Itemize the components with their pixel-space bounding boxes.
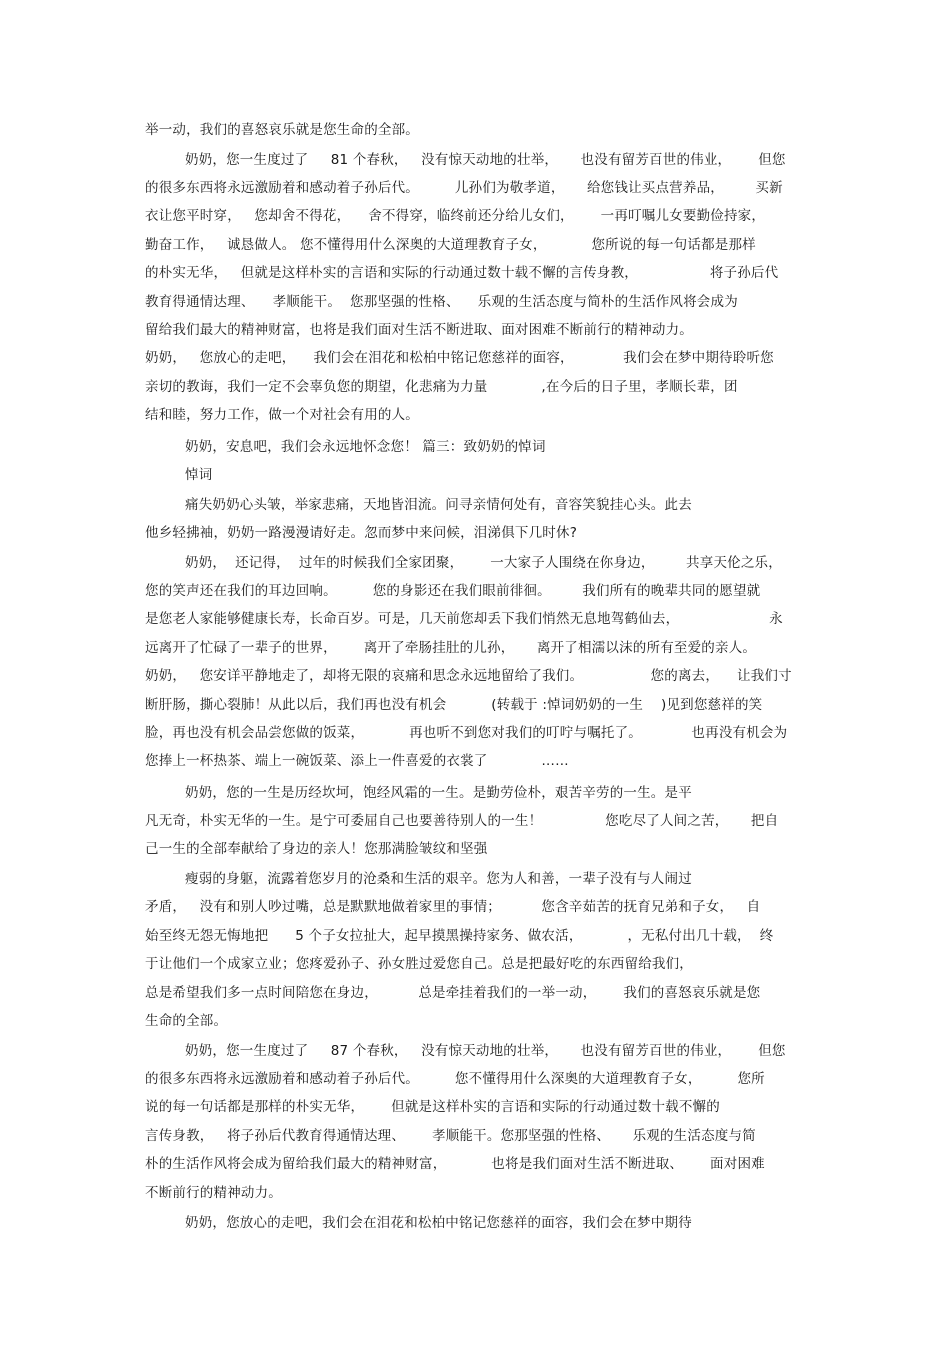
text-line: 于让他们一个成家立业；您疼爱孙子、孙女胜过爱您自己。总是把最好吃的东西留给我们， <box>145 956 693 972</box>
text-line: 己一生的全部奉献给了身边的亲人！您那满脸皱纹和坚强 <box>145 841 488 857</box>
text-line: 矛盾， 没有和别人吵过嘴，总是默默地做着家里的事情； 您含辛茹苦的抚育兄弟和子女， 自 <box>145 899 761 915</box>
text-line: 痛失奶奶心头皱，举家悲痛，天地皆泪流。问寻亲情何处有，音容笑貌挂心头。此去 <box>185 497 692 513</box>
eulogy-title: 悼词 <box>185 467 213 483</box>
text-line: 瘦弱的身躯，流露着您岁月的沧桑和生活的艰辛。您为人和善，一辈子没有与人闹过 <box>185 871 692 887</box>
text-line: 教育得通情达理、 孝顺能干。 您那坚强的性格、 乐观的生活态度与简朴的生活作风将会成为 <box>145 294 738 310</box>
text-line: 凡无奇，朴实无华的一生。是宁可委屈自己也要善待别人的一生！ 您吃尽了人间之苦， 把自 <box>145 813 779 829</box>
text-line: 生命的全部。 <box>145 1013 228 1029</box>
text-line: 脸，再也没有机会品尝您做的饭菜， 再也听不到您对我们的叮咛与嘱托了。 也再没有机会为 <box>145 725 788 741</box>
text-line: 的很多东西将永远激励着和感动着子孙后代。 您不懂得用什么深奥的大道理教育子女， 您所 <box>145 1071 765 1087</box>
text-line: 您的笑声还在我们的耳边回响。 您的身影还在我们眼前徘徊。 我们所有的晚辈共同的愿望就 <box>145 583 761 599</box>
section-heading: 奶奶，安息吧，我们会永远地怀念您！ 篇三：致奶奶的悼词 <box>185 439 546 455</box>
text-line: 奶奶， 您安详平静地走了，却将无限的哀痛和思念永远地留给了我们。 您的离去， 让我们寸 <box>145 668 792 684</box>
text-line: 结和睦，努力工作，做一个对社会有用的人。 <box>145 407 419 423</box>
text-line: 亲切的教诲，我们一定不会辜负您的期望，化悲痛为力量 ,在今后的日子里，孝顺长辈，团 <box>145 379 738 395</box>
text-line: 举一动，我们的喜怒哀乐就是您生命的全部。 <box>145 122 419 138</box>
text-line: 的很多东西将永远激励着和感动着子孙后代。 儿孙们为敬孝道， 给您钱让买点营养品， 买新 <box>145 180 783 196</box>
text-line: 奶奶， 还记得， 过年的时候我们全家团聚， 一大家子人围绕在你身边， 共享天伦之乐， <box>185 555 782 571</box>
text-line: 始至终无怨无悔地把 5 个子女拉扯大，起早摸黑操持家务、做农活， ，无私付出几十载， 终 <box>145 928 774 944</box>
text-line: 是您老人家能够健康长寿，长命百岁。可是，几天前您却丢下我们悄然无息地驾鹤仙去， 永 <box>145 611 783 627</box>
text-line: 勤奋工作， 诚恳做人。 您不懂得用什么深奥的大道理教育子女， 您所说的每一句话都是那样 <box>145 237 756 253</box>
text-line: 说的每一句话都是那样的朴实无华， 但就是这样朴实的言语和实际的行动通过数十载不懈的 <box>145 1099 720 1115</box>
text-line: 断肝肠，撕心裂肺！从此以后，我们再也没有机会 (转载于 :悼词奶奶的一生 )见到您慈祥的笑 <box>145 697 763 713</box>
text-line: 奶奶， 您放心的走吧， 我们会在泪花和松柏中铭记您慈祥的面容， 我们会在梦中期待聆听您 <box>145 350 774 366</box>
text-line: 奶奶，您一生度过了 81 个春秋， 没有惊天动地的壮举， 也没有留芳百世的伟业， 但您 <box>185 152 786 168</box>
text-line: 远离开了忙碌了一辈子的世界， 离开了牵肠挂肚的儿孙， 离开了相濡以沫的所有至爱的亲人。 <box>145 640 757 656</box>
text-line: 您捧上一杯热茶、端上一碗饭菜、添上一件喜爱的衣裳了 …… <box>145 753 569 769</box>
text-line: 总是希望我们多一点时间陪您在身边， 总是牵挂着我们的一举一动， 我们的喜怒哀乐就是您 <box>145 985 761 1001</box>
text-line: 朴的生活作风将会成为留给我们最大的精神财富， 也将是我们面对生活不断进取、 面对困难 <box>145 1156 765 1172</box>
text-line: 他乡轻拂袖，奶奶一路漫漫请好走。忽而梦中来问候，泪涕俱下几时休? <box>145 525 578 541</box>
text-line: 的朴实无华， 但就是这样朴实的言语和实际的行动通过数十载不懈的言传身教， 将子孙后代 <box>145 265 779 281</box>
text-line: 奶奶，您放心的走吧，我们会在泪花和松柏中铭记您慈祥的面容，我们会在梦中期待 <box>185 1215 692 1231</box>
text-line: 言传身教， 将子孙后代教育得通情达理、 孝顺能干。您那坚强的性格、 乐观的生活态度与简 <box>145 1128 756 1144</box>
text-line: 衣让您平时穿， 您却舍不得花， 舍不得穿，临终前还分给儿女们， 一再叮嘱儿女要勤俭持家， <box>145 208 766 224</box>
text-line: 奶奶，您一生度过了 87 个春秋， 没有惊天动地的壮举， 也没有留芳百世的伟业， 但您 <box>185 1043 786 1059</box>
text-line: 奶奶，您的一生是历经坎坷，饱经风霜的一生。是勤劳俭朴，艰苦辛劳的一生。是平 <box>185 785 692 801</box>
text-line: 留给我们最大的精神财富，也将是我们面对生活不断进取、面对困难不断前行的精神动力。 <box>145 322 693 338</box>
text-line: 不断前行的精神动力。 <box>145 1185 282 1201</box>
